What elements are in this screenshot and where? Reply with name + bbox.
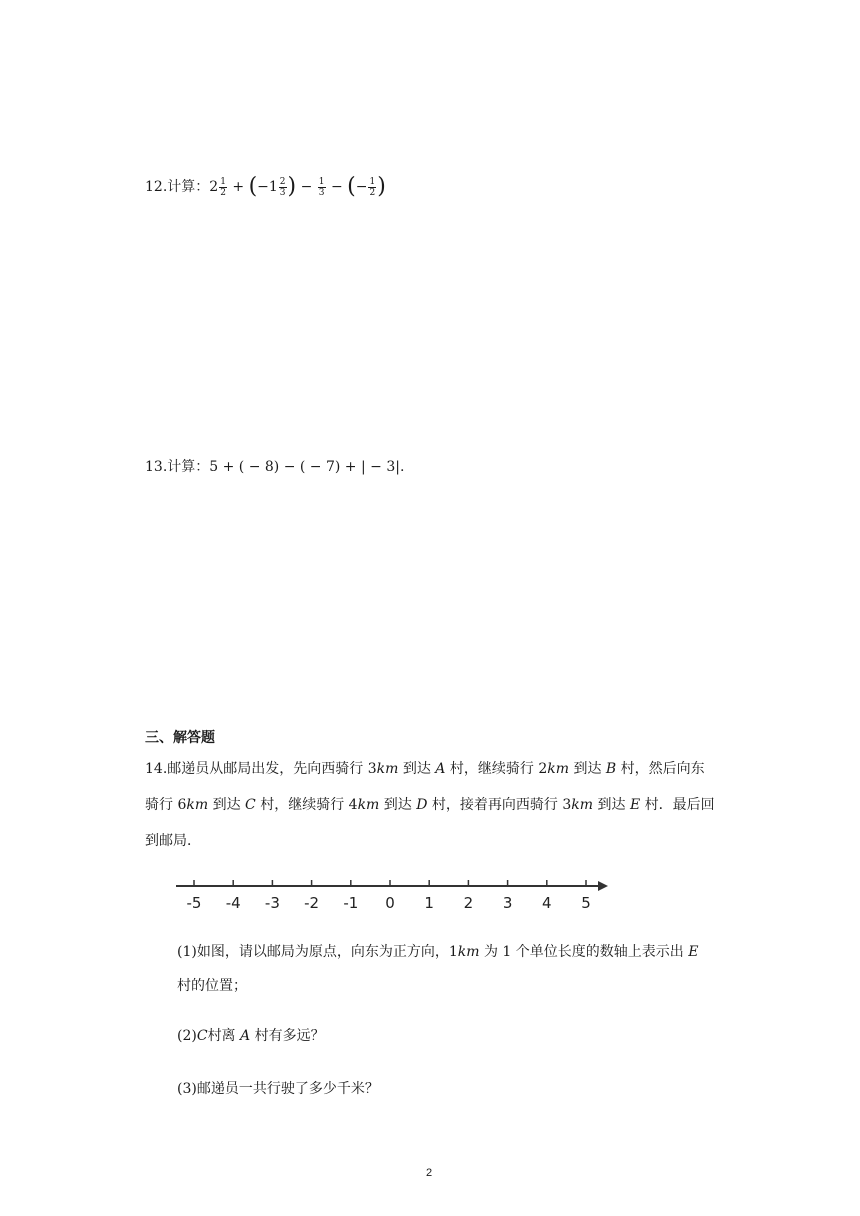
whole-number: 2 bbox=[209, 179, 219, 195]
right-paren: ) bbox=[287, 174, 297, 199]
unit: km bbox=[547, 761, 569, 777]
negative-number: −1 bbox=[257, 179, 278, 195]
operator: + bbox=[232, 179, 245, 195]
operator: − bbox=[330, 179, 343, 195]
question-number: 12. bbox=[145, 179, 168, 195]
text: (2) bbox=[177, 1028, 197, 1044]
tick-group bbox=[187, 880, 591, 912]
tick-label: 3 bbox=[502, 894, 513, 912]
unit: km bbox=[571, 797, 594, 813]
unit: km bbox=[357, 797, 380, 813]
text: 到达 bbox=[379, 797, 417, 813]
question-14-line-3: 到邮局． bbox=[145, 833, 201, 849]
tick-label: 0 bbox=[385, 894, 395, 912]
fraction bbox=[368, 177, 376, 198]
sub-question-2 bbox=[177, 1020, 325, 1052]
text: 到达 bbox=[569, 761, 606, 777]
denominator: 2 bbox=[369, 187, 376, 198]
numerator: 1 bbox=[318, 176, 325, 187]
village-label: C bbox=[245, 797, 256, 813]
page-number: 2 bbox=[426, 1167, 433, 1179]
denominator: 3 bbox=[279, 187, 286, 198]
section-heading: 三、解答题 bbox=[145, 730, 215, 746]
text: 为 1 个单位长度的数轴上表示出 bbox=[479, 944, 689, 960]
text: 到达 bbox=[208, 797, 246, 813]
tick-label: -1 bbox=[343, 894, 359, 912]
text: 村，然后向东 bbox=[616, 761, 705, 777]
question-label: 计算： bbox=[167, 179, 210, 195]
denominator: 3 bbox=[318, 187, 325, 198]
right-paren: ) bbox=[377, 174, 386, 199]
sub-question-1-line-2: 村的位置； bbox=[177, 978, 247, 994]
tick-label: 2 bbox=[463, 894, 474, 912]
left-paren: ( bbox=[347, 174, 356, 199]
fraction bbox=[279, 177, 287, 198]
text: 村离 bbox=[207, 1028, 241, 1044]
tick-label: -2 bbox=[304, 894, 320, 912]
text: 村，继续骑行 2 bbox=[445, 761, 548, 777]
numerator: 1 bbox=[220, 176, 226, 187]
unit: km bbox=[186, 797, 209, 813]
math-expression: 5 + ( − 8) − ( − 7) + | − 3|. bbox=[209, 459, 405, 475]
unit: km bbox=[376, 761, 399, 777]
unit: km bbox=[457, 944, 480, 960]
operator: − bbox=[300, 179, 313, 195]
arrow-head-icon bbox=[598, 881, 608, 891]
text: 到达 bbox=[593, 797, 630, 813]
sub-question-1-line-1 bbox=[177, 936, 698, 968]
question-14-line-2 bbox=[145, 789, 715, 821]
village-label: E bbox=[688, 944, 699, 960]
number-line-figure bbox=[170, 872, 620, 916]
village-label: A bbox=[435, 761, 446, 777]
village-label: C bbox=[196, 1028, 208, 1044]
tick-label: -3 bbox=[264, 894, 280, 912]
text: (1)如图，请以邮局为原点，向东为正方向，1 bbox=[177, 944, 458, 960]
text: 骑行 6 bbox=[145, 797, 187, 813]
tick-label: -4 bbox=[225, 894, 241, 912]
text: 村．最后回 bbox=[640, 797, 715, 813]
math-expression bbox=[209, 174, 386, 199]
village-label: D bbox=[416, 797, 428, 813]
fraction bbox=[219, 177, 227, 198]
tick-label: 4 bbox=[542, 894, 552, 912]
denominator: 2 bbox=[220, 187, 226, 198]
text: 邮递员从邮局出发，先向西骑行 3 bbox=[167, 761, 377, 777]
text: 村，接着再向西骑行 3 bbox=[427, 797, 572, 813]
left-paren: ( bbox=[248, 174, 258, 199]
question-label: 计算： bbox=[167, 459, 210, 475]
question-12 bbox=[145, 176, 386, 198]
village-label: A bbox=[240, 1028, 251, 1044]
sub-question-3: (3)邮递员一共行驶了多少千米？ bbox=[177, 1081, 379, 1097]
negative-sign: − bbox=[355, 179, 368, 195]
text: 村有多远？ bbox=[250, 1028, 325, 1044]
tick-label: 1 bbox=[424, 894, 434, 912]
fraction bbox=[318, 177, 326, 198]
village-label: B bbox=[605, 761, 617, 777]
numerator: 2 bbox=[279, 176, 286, 187]
tick-label: -5 bbox=[186, 894, 202, 912]
question-number: 14. bbox=[145, 761, 168, 777]
question-13 bbox=[145, 456, 404, 476]
text: 到达 bbox=[398, 761, 436, 777]
village-label: E bbox=[629, 797, 641, 813]
question-number: 13. bbox=[145, 459, 168, 475]
numerator: 1 bbox=[369, 176, 376, 187]
text: 村，继续骑行 4 bbox=[255, 797, 358, 813]
tick-label: 5 bbox=[581, 894, 591, 912]
question-14-line-1 bbox=[145, 753, 705, 785]
